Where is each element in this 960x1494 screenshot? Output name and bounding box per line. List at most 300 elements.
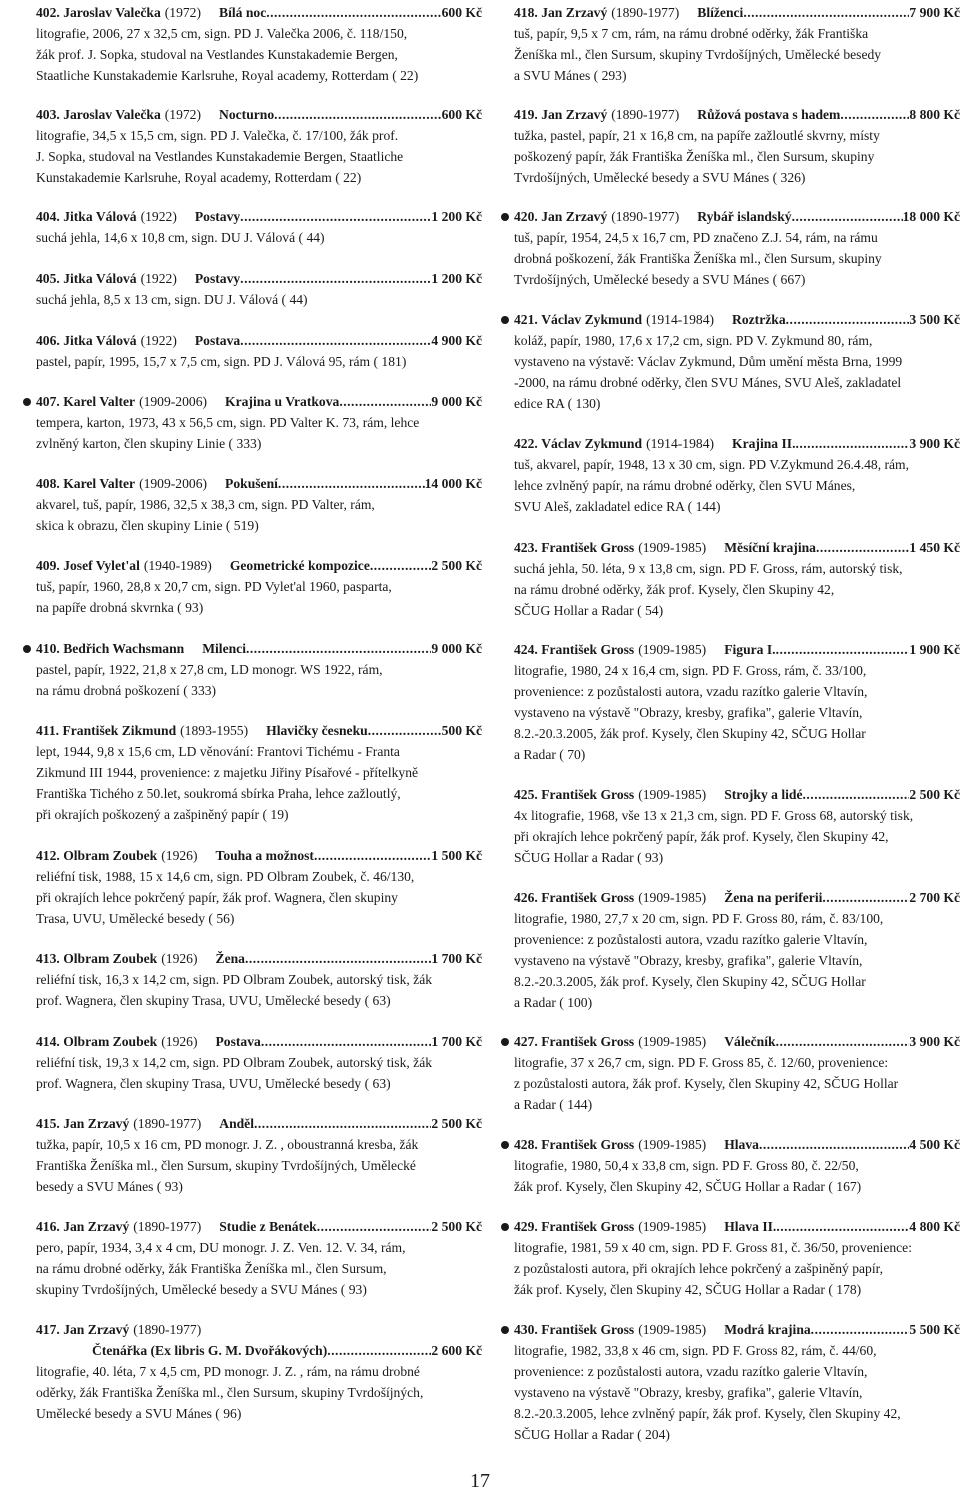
entry-heading [36,330,482,351]
artist-name: František Gross [541,890,635,905]
artwork-title: Čtenářka (Ex libris G. M. Dvořákových) [92,1343,328,1358]
artwork-title: Nocturno [219,107,275,122]
artist-years: (1890-1977) [611,5,680,20]
entry-description-line: tuš, papír, 9,5 x 7 cm, rám, na rámu drobné oděrky, žák Františka [514,26,869,41]
entry-description-line: při okrajích poškozený a zašpiněný papír ( 19) [36,807,289,822]
artwork-title: Touha a možnost [215,848,314,863]
artist-years: (1909-1985) [638,642,707,657]
lot-number: 415. [36,1116,60,1131]
entry-description-line: oděrky, žák Františka Ženíška ml., člen Sursum, skupiny Tvrdošíjných, [36,1385,424,1400]
highlight-bullet-icon [501,1223,509,1231]
leader-dots [776,1216,909,1237]
artist-name: František Gross [541,1322,635,1337]
lot-number: 410. [36,641,60,656]
entry-description-line: suchá jehla, 50. léta, 9 x 13,8 cm, sign. PD F. Gross, rám, autorský tisk, [514,561,903,576]
catalog-entry [36,720,482,825]
artist-name: Olbram Zoubek [63,951,158,966]
artist-years: (1909-1985) [638,1034,707,1049]
leader-dots [803,784,910,805]
entry-description-line: skica k obrazu, člen skupiny Linie ( 519) [36,518,259,533]
entry-heading [36,720,482,741]
entry-description-line: Tvrdošíjných, Umělecké besedy a SVU Mánes ( 667) [514,272,806,287]
artwork-title: Blíženci [697,5,744,20]
entry-heading [36,1113,482,1134]
entry-description-line: žák prof. Kysely, člen Skupiny 42, SČUG Hollar a Radar ( 178) [514,1282,862,1297]
lot-number: 422. [514,436,538,451]
lot-number: 417. [36,1322,60,1337]
catalog-entry [36,555,482,618]
entry-description-line: vystaveno na výstavě "Obrazy, kresby, grafika", galerie Vltavín, [514,705,863,720]
entry-description-line: akvarel, tuš, papír, 1986, 32,5 x 38,3 cm, sign. PD Valter, rám, [36,497,375,512]
catalog-entry [514,2,960,86]
entry-description-line: litografie, 1980, 24 x 16,4 cm, sign. PD F. Gross, rám, č. 33/100, [514,663,867,678]
entry-description-line: provenience: z pozůstalosti autora, vzadu razítko galerie Vltavín, [514,1364,868,1379]
artist-years: (1909-2006) [139,476,208,491]
artist-years: (1890-1977) [133,1116,202,1131]
entry-description-line: vystaveno na výstavě "Obrazy, kresby, grafika", galerie Vltavín, [514,1385,863,1400]
highlight-bullet-icon [501,1038,509,1046]
entry-description-line: besedy a SVU Mánes ( 93) [36,1179,183,1194]
lot-number: 404. [36,209,60,224]
entry-description-line: tuš, akvarel, papír, 1948, 13 x 30 cm, sign. PD V.Zykmund 26.4.48, rám, [514,457,910,472]
entry-heading [36,104,482,125]
entry-heading [36,473,482,494]
highlight-bullet-icon [501,1141,509,1149]
lot-number: 409. [36,558,60,573]
entry-description-line: Františka Ženíška ml., člen Sursum, skupiny Tvrdošíjných, Umělecké [36,1158,416,1173]
entry-description-line: na rámu drobná poškození ( 333) [36,683,217,698]
leader-dots [240,206,431,227]
artist-name: Václav Zykmund [541,312,643,327]
price: 1 900 Kč [909,642,960,657]
artist-years: (1926) [161,848,198,863]
entry-description-line: skupiny Tvrdošíjných, Umělecké besedy a SVU Mánes ( 93) [36,1282,367,1297]
artwork-title: Žena [215,951,245,966]
price: 3 900 Kč [909,436,960,451]
artist-name: Karel Valter [63,394,136,409]
entry-description-line: drobná poškození, žák Františka Ženíška ml., člen Sursum, skupiny [514,251,882,266]
leader-dots [776,1031,910,1052]
lot-number: 425. [514,787,538,802]
artist-years: (1890-1977) [611,209,680,224]
entry-description-line: při okrajích lehce pokrčený papír, žák prof. Kysely, člen Skupiny 42, [514,829,889,844]
entry-heading [36,845,482,866]
entry-heading [36,1031,482,1052]
price: 4 800 Kč [909,1219,960,1234]
catalog-entry [514,887,960,1013]
entry-description-line: litografie, 1981, 59 x 40 cm, sign. PD F. Gross 81, č. 36/50, provenience: [514,1240,912,1255]
leader-dots [840,104,909,125]
entry-heading [514,433,960,454]
entry-description-line: a Radar ( 100) [514,995,593,1010]
entry-description-line: Ženíška ml., člen Sursum, skupiny Tvrdošíjných, Umělecké besedy [514,47,882,62]
entry-heading [514,1216,960,1237]
artist-years: (1890-1977) [133,1322,202,1337]
price: 2 700 Kč [909,890,960,905]
entry-description-line: z pozůstalosti autora, žák prof. Kysely, člen Skupiny 42, SČUG Hollar [514,1076,899,1091]
price: 600 Kč [441,5,482,20]
leader-dots [786,309,910,330]
artist-years: (1909-1985) [638,1219,707,1234]
entry-description-line: Trasa, UVU, Umělecké besedy ( 56) [36,911,235,926]
artwork-title: Hlava II. [724,1219,777,1234]
artist-name: Bedřich Wachsmann [63,641,185,656]
leader-dots [370,555,432,576]
leader-dots [795,433,909,454]
artwork-title: Milenci [202,641,246,656]
artist-years: (1890-1977) [133,1219,202,1234]
artist-years: (1909-2006) [139,394,208,409]
lot-number: 403. [36,107,60,122]
price: 3 500 Kč [909,312,960,327]
leader-dots [240,330,431,351]
price: 2 500 Kč [431,1219,482,1234]
catalog-entry [514,1319,960,1445]
lot-number: 430. [514,1322,538,1337]
leader-dots [811,1319,910,1340]
artwork-title: Krajina II. [732,436,796,451]
entry-description-line: reliéfní tisk, 1988, 15 x 14,6 cm, sign. PD Olbram Zoubek, č. 46/130, [36,869,415,884]
artist-name: František Gross [541,1034,635,1049]
artist-name: František Gross [541,787,635,802]
artist-name: Jan Zrzavý [541,107,608,122]
price: 1 700 Kč [431,951,482,966]
price: 18 000 Kč [902,209,960,224]
catalog-entry [36,206,482,248]
artist-years: (1909-1985) [638,890,707,905]
lot-number: 428. [514,1137,538,1152]
entry-description-line: poškozený papír, žák Františka Ženíška ml., člen Sursum, skupiny [514,149,875,164]
artist-name: Jaroslav Valečka [63,5,161,20]
lot-number: 421. [514,312,538,327]
entry-heading [36,638,482,659]
entry-description-line: SČUG Hollar a Radar ( 54) [514,603,664,618]
artwork-title: Růžová postava s hadem [697,107,841,122]
entry-description-line: 8.2.-20.3.2005, žák prof. Kysely, člen Skupiny 42, SČUG Hollar [514,726,866,741]
entry-description-line: 8.2.-20.3.2005, lehce zvlněný papír, žák prof. Kysely, člen Skupiny 42, [514,1406,901,1421]
artwork-title: Měsíční krajina [724,540,816,555]
artist-name: Jan Zrzavý [63,1219,130,1234]
catalog-entry [514,1134,960,1197]
catalog-entry [514,537,960,621]
entry-description-line: reliéfní tisk, 16,3 x 14,2 cm, sign. PD Olbram Zoubek, autorský tisk, žák [36,972,433,987]
entry-heading [36,206,482,227]
entry-description-line: SVU Aleš, zakladatel edice RA ( 144) [514,499,721,514]
lot-number: 427. [514,1034,538,1049]
catalog-entry [36,391,482,454]
price: 9 000 Kč [431,394,482,409]
artist-years: (1926) [161,951,198,966]
entry-description-line: provenience: z pozůstalosti autora, vzadu razítko galerie Vltavín, [514,684,868,699]
artwork-title: Roztržka [732,312,786,327]
entry-heading [36,555,482,576]
lot-number: 424. [514,642,538,657]
entry-description-line: Staatliche Kunstakademie Karlsruhe, Royal academy, Rotterdam ( 22) [36,68,419,83]
entry-heading [36,948,482,969]
entry-description-line: na rámu drobné oděrky, žák prof. Kysely, člen Skupiny 42, [514,582,835,597]
artist-years: (1972) [164,107,202,122]
artist-name: Olbram Zoubek [63,848,158,863]
entry-description-line: lept, 1944, 9,8 x 15,6 cm, LD věnování: Frantovi Tichému - Franta [36,744,400,759]
entry-description-line: litografie, 2006, 27 x 32,5 cm, sign. PD J. Valečka 2006, č. 118/150, [36,26,408,41]
artist-years: (1890-1977) [611,107,680,122]
leader-dots [327,1340,431,1361]
entry-description-line: tempera, karton, 1973, 43 x 56,5 cm, sign. PD Valter K. 73, rám, lehce [36,415,420,430]
artist-name: Karel Valter [63,476,136,491]
lot-number: 402. [36,5,60,20]
artist-name: Jan Zrzavý [63,1322,130,1337]
entry-description-line: Tvrdošíjných, Umělecké besedy a SVU Mánes ( 326) [514,170,806,185]
lot-number: 408. [36,476,60,491]
entry-heading [36,1216,482,1237]
entry-description-line: tuš, papír, 1960, 28,8 x 20,7 cm, sign. PD Vylet'al 1960, pasparta, [36,579,392,594]
entry-heading [514,887,960,908]
entry-description-line: litografie, 1980, 50,4 x 33,8 cm, sign. PD F. Gross 80, č. 22/50, [514,1158,859,1173]
entry-description-line: vystaveno na výstavě: Václav Zykmund, Dům umění města Brna, 1999 [514,354,903,369]
lot-number: 416. [36,1219,60,1234]
artist-name: Jitka Válová [63,271,137,286]
artist-years: (1922) [140,271,177,286]
artist-name: Jan Zrzavý [541,5,608,20]
leader-dots [816,537,909,558]
leader-dots [368,720,442,741]
entry-description-line: zvlněný karton, člen skupiny Linie ( 333) [36,436,262,451]
artist-years: (1914-1984) [646,436,715,451]
artist-name: Jitka Válová [63,333,137,348]
price: 600 Kč [441,107,482,122]
highlight-bullet-icon [23,645,31,653]
entry-description-line: litografie, 1982, 33,8 x 46 cm, sign. PD F. Gross 82, rám, č. 44/60, [514,1343,877,1358]
catalog-entry [36,638,482,701]
artwork-title: Geometrické kompozice [229,558,370,573]
entry-heading [514,537,960,558]
artist-name: Jan Zrzavý [541,209,608,224]
entry-description-line: reliéfní tisk, 19,3 x 14,2 cm, sign. PD Olbram Zoubek, autorský tisk, žák [36,1055,433,1070]
entry-description-line: J. Sopka, studoval na Vestlandes Kunstakademie Bergen, Staatliche [36,149,404,164]
artwork-title: Rybář islandský [697,209,792,224]
lot-number: 420. [514,209,538,224]
entry-description-line: provenience: z pozůstalosti autora, vzadu razítko galerie Vltavín, [514,932,868,947]
artist-name: Jitka Válová [63,209,137,224]
artist-years: (1909-1985) [638,1137,707,1152]
price: 5 500 Kč [909,1322,960,1337]
artwork-title: Hlava [724,1137,759,1152]
price: 1 500 Kč [431,848,482,863]
leader-dots [743,2,909,23]
entry-description-line: Františka Tichého z 50.let, soukromá sbírka Praha, lehce zažloutlý, [36,786,401,801]
catalog-entry [514,104,960,188]
artwork-title: Figura I. [724,642,776,657]
entry-description-line: při okrajích lehce pokrčený papír, žák prof. Wagnera, člen skupiny [36,890,398,905]
entry-heading [514,104,960,125]
entry-description-line: žák prof. Kysely, člen Skupiny 42, SČUG Hollar a Radar ( 167) [514,1179,862,1194]
artist-name: Václav Zykmund [541,436,643,451]
lot-number: 423. [514,540,538,555]
artwork-title: Postavy [194,271,241,286]
catalog-entry [36,2,482,86]
entry-description-line: 8.2.-20.3.2005, žák prof. Kysely, člen Skupiny 42, SČUG Hollar [514,974,866,989]
entry-title-line [36,1340,482,1361]
lot-number: 426. [514,890,538,905]
catalog-entry [514,784,960,868]
lot-number: 412. [36,848,60,863]
entry-heading [514,206,960,227]
catalog-entry [514,639,960,765]
catalog-entry [514,206,960,290]
price: 14 000 Kč [424,476,482,491]
catalog-entry [36,845,482,929]
artist-years: (1893-1955) [180,723,249,738]
artist-name: Jaroslav Valečka [63,107,161,122]
entry-description-line: litografie, 37 x 26,7 cm, sign. PD F. Gross 85, č. 12/60, provenience: [514,1055,889,1070]
entry-description-line: a SVU Mánes ( 293) [514,68,627,83]
price: 1 200 Kč [431,271,482,286]
leader-dots [254,1113,431,1134]
artwork-title: Hlavičky česneku [266,723,368,738]
catalog-entry [36,1319,482,1424]
entry-description-line: pastel, papír, 1995, 15,7 x 7,5 cm, sign. PD J. Válová 95, rám ( 181) [36,354,407,369]
lot-number: 419. [514,107,538,122]
entry-description-line: a Radar ( 70) [514,747,586,762]
entry-description-line: litografie, 40. léta, 7 x 4,5 cm, PD monogr. J. Z. , rám, na rámu drobné [36,1364,420,1379]
entry-heading [514,1319,960,1340]
entry-description-line: SČUG Hollar a Radar ( 93) [514,850,664,865]
entry-description-line: na rámu drobné oděrky, žák Františka Ženíška ml., člen Sursum, [36,1261,387,1276]
entry-description-line: a Radar ( 144) [514,1097,593,1112]
entry-description-line: tužka, pastel, papír, 21 x 16,8 cm, na papíře zažloutlé skvrny, místy [514,128,880,143]
entry-description-line: vystaveno na výstavě "Obrazy, kresby, grafika", galerie Vltavín, [514,953,863,968]
artwork-title: Anděl [219,1116,254,1131]
highlight-bullet-icon [501,1326,509,1334]
price: 7 900 Kč [909,5,960,20]
artwork-title: Pokušení [225,476,278,491]
price: 2 500 Kč [909,787,960,802]
price: 4 900 Kč [431,333,482,348]
entry-description-line: žák prof. J. Sopka, studoval na Vestlandes Kunstakademie Bergen, [36,47,398,62]
entry-description-line: edice RA ( 130) [514,396,601,411]
entry-description-line: SČUG Hollar a Radar ( 204) [514,1427,670,1442]
price: 8 800 Kč [909,107,960,122]
catalog-entry [36,104,482,188]
price: 2 500 Kč [431,1116,482,1131]
price: 4 500 Kč [909,1137,960,1152]
artwork-title: Postava [215,1034,261,1049]
price: 3 900 Kč [909,1034,960,1049]
artist-years: (1972) [164,5,202,20]
price: 2 600 Kč [431,1343,482,1358]
catalog-entry [514,1216,960,1300]
artist-name: Jan Zrzavý [63,1116,130,1131]
artist-years: (1909-1985) [638,540,707,555]
price: 1 200 Kč [431,209,482,224]
entry-description-line: koláž, papír, 1980, 17,6 x 17,2 cm, sign. PD V. Zykmund 80, rám, [514,333,873,348]
lot-number: 406. [36,333,60,348]
entry-heading [36,391,482,412]
catalog-entry [514,309,960,414]
artist-years: (1909-1985) [638,1322,707,1337]
entry-description-line: prof. Wagnera, člen skupiny Trasa, UVU, Umělecké besedy ( 63) [36,1076,391,1091]
highlight-bullet-icon [501,316,509,324]
artist-name: Olbram Zoubek [63,1034,158,1049]
lot-number: 418. [514,5,538,20]
price: 1 700 Kč [431,1034,482,1049]
entry-description-line: pastel, papír, 1922, 21,8 x 27,8 cm, LD monogr. WS 1922, rám, [36,662,383,677]
entry-description-line: tužka, papír, 10,5 x 16 cm, PD monogr. J. Z. , oboustranná kresba, žák [36,1137,419,1152]
catalog-entry [36,268,482,310]
entry-heading [514,309,960,330]
lot-number: 411. [36,723,60,738]
entry-description-line: Umělecké besedy a SVU Mánes ( 96) [36,1406,242,1421]
catalog-entry [514,1031,960,1115]
catalog-entry [36,1113,482,1197]
catalog-entry [36,1031,482,1094]
leader-dots [246,638,431,659]
artist-years: (1922) [140,209,177,224]
leader-dots [776,639,910,660]
artist-name: František Zikmund [62,723,177,738]
lot-number: 414. [36,1034,60,1049]
artist-years: (1914-1984) [646,312,715,327]
leader-dots [759,1134,909,1155]
entry-description-line: lehce zvlněný papír, na rámu drobné oděrky, člen SVU Mánes, [514,478,856,493]
leader-dots [261,1031,432,1052]
entry-description-line: z pozůstalosti autora, při okrajích lehce pokrčený a zašpiněný papír, [514,1261,883,1276]
entry-description-line: suchá jehla, 14,6 x 10,8 cm, sign. DU J. Válová ( 44) [36,230,325,245]
price: 500 Kč [441,723,482,738]
price: 9 000 Kč [431,641,482,656]
artist-name: František Gross [541,1219,635,1234]
leader-dots [266,2,441,23]
page-number: 17 [470,1470,490,1492]
entry-description-line: pero, papír, 1934, 3,4 x 4 cm, DU monogr. J. Z. Ven. 12. V. 34, rám, [36,1240,406,1255]
lot-number: 407. [36,394,60,409]
entry-description-line: tuš, papír, 1954, 24,5 x 16,7 cm, PD značeno Z.J. 54, rám, na rámu [514,230,878,245]
artwork-title: Modrá krajina [724,1322,811,1337]
entry-description-line: litografie, 1980, 27,7 x 20 cm, sign. PD F. Gross 80, rám, č. 83/100, [514,911,884,926]
artwork-title: Žena na periferii [724,890,823,905]
entry-description-line: suchá jehla, 8,5 x 13 cm, sign. DU J. Válová ( 44) [36,292,308,307]
leader-dots [245,948,431,969]
catalog-entry [36,473,482,536]
artist-years: (1926) [161,1034,198,1049]
catalog-entry [36,1216,482,1300]
leader-dots [314,845,431,866]
leader-dots [339,391,431,412]
lot-number: 405. [36,271,60,286]
artist-name: František Gross [541,642,635,657]
artist-name: František Gross [541,540,635,555]
entry-description-line: -2000, na rámu drobné oděrky, člen SVU Mánes, SVU Aleš, zakladatel [514,375,902,390]
leader-dots [792,206,903,227]
highlight-bullet-icon [501,213,509,221]
entry-heading [514,2,960,23]
entry-heading [514,1134,960,1155]
entry-heading [514,1031,960,1052]
artwork-title: Postavy [194,209,241,224]
artwork-title: Válečník [724,1034,776,1049]
entry-description-line: Kunstakademie Karlsruhe, Royal academy, Rotterdam ( 22) [36,170,362,185]
entry-description-line: na papíře drobná skvrnka ( 93) [36,600,204,615]
artist-name: Josef Vylet'al [63,558,140,573]
artist-years: (1922) [140,333,177,348]
catalog-entry [36,948,482,1011]
leader-dots [317,1216,432,1237]
price: 2 500 Kč [431,558,482,573]
entry-description-line: prof. Wagnera, člen skupiny Trasa, UVU, Umělecké besedy ( 63) [36,993,391,1008]
lot-number: 429. [514,1219,538,1234]
entry-heading [36,1319,482,1340]
entry-heading [514,639,960,660]
